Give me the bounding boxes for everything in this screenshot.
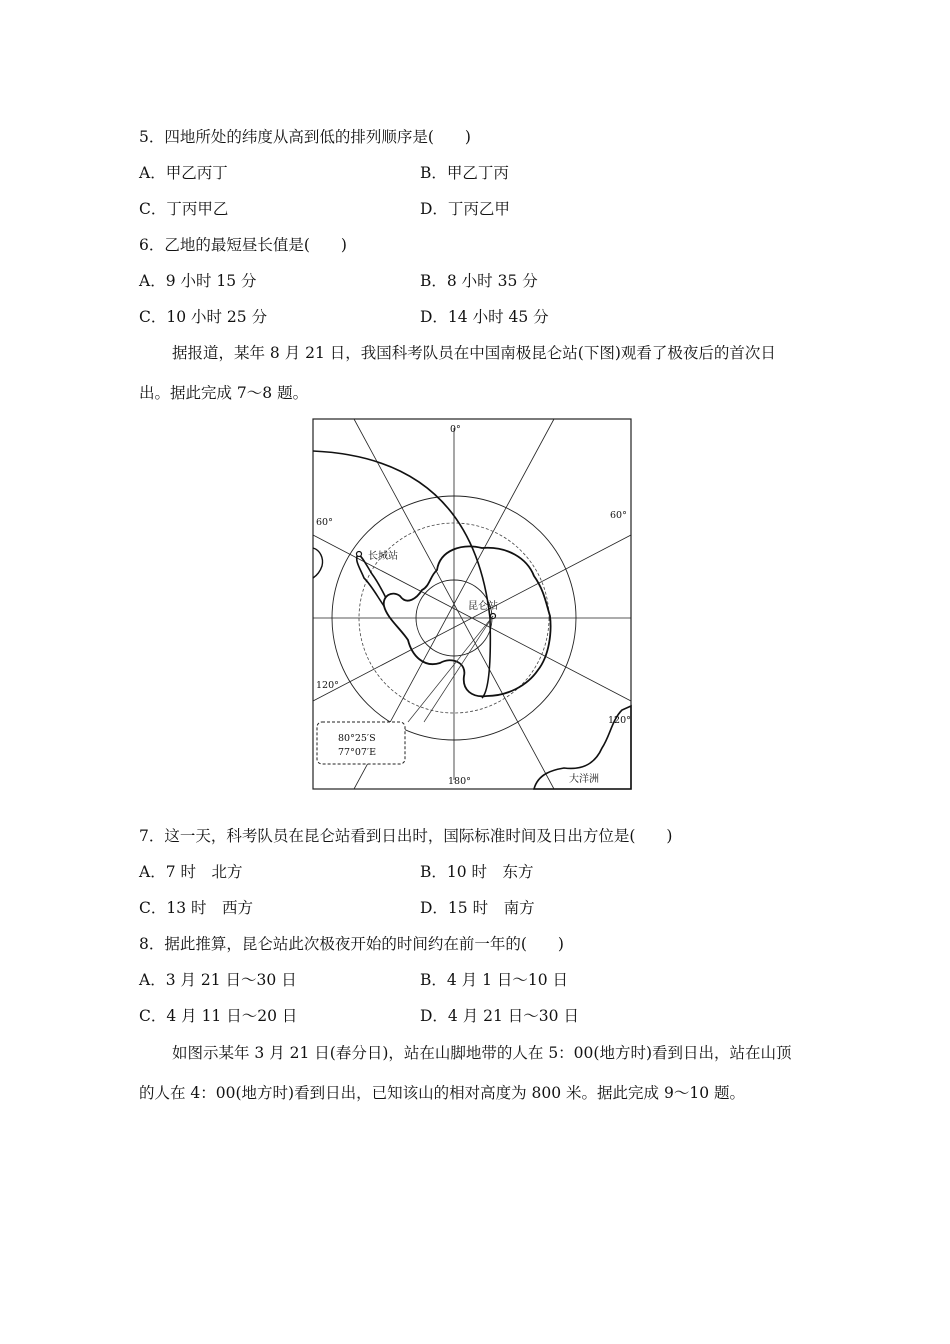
q7-option-c: C．13 时 西方 (139, 899, 254, 917)
intro-9-10-line1: 如图示某年 3 月 21 日(春分日)，站在山脚地带的人在 5：00(地方时)看到日出，站在山顶 (172, 1044, 792, 1062)
q5-option-a: A．甲乙丙丁 (139, 164, 228, 182)
label-120-right: 120° (608, 715, 631, 726)
label-180-deg: 180° (448, 776, 471, 787)
q5-option-d: D．丁丙乙甲 (420, 200, 510, 218)
label-kunlun-station: 昆仑站 (468, 601, 498, 612)
q6-option-b: B．8 小时 35 分 (420, 272, 538, 290)
q8-stem: 8．据此推算，昆仑站此次极夜开始的时间约在前一年的( ) (139, 935, 564, 953)
q8-option-c: C．4 月 11 日～20 日 (139, 1007, 298, 1025)
q7-option-a: A．7 时 北方 (139, 863, 243, 881)
label-120-left: 120° (316, 680, 339, 691)
changcheng-station-marker (357, 552, 362, 557)
intro-7-8-line1: 据报道，某年 8 月 21 日，我国科考队员在中国南极昆仑站(下图)观看了极夜后的首次日 (172, 344, 776, 362)
label-oceania: 大洋洲 (569, 774, 599, 785)
q8-option-d: D．4 月 21 日～30 日 (420, 1007, 579, 1025)
q8-option-a: A．3 月 21 日～30 日 (139, 971, 297, 989)
q5-option-c: C．丁丙甲乙 (139, 200, 229, 218)
antarctica-map-figure (312, 418, 632, 790)
q8-option-b: B．4 月 1 日～10 日 (420, 971, 569, 989)
coord-longitude: 77°07′E (338, 747, 377, 758)
q6-stem: 6．乙地的最短昼长值是( ) (139, 236, 347, 254)
q7-stem: 7．这一天，科考队员在昆仑站看到日出时，国际标准时间及日出方位是( ) (139, 827, 673, 845)
q6-option-a: A．9 小时 15 分 (139, 272, 257, 290)
q7-option-b: B．10 时 东方 (420, 863, 534, 881)
label-60-left: 60° (316, 517, 333, 528)
q5-stem: 5．四地所处的纬度从高到低的排列顺序是( ) (139, 128, 471, 146)
intro-7-8-line2: 出。据此完成 7～8 题。 (139, 384, 309, 402)
coord-latitude: 80°25′S (338, 733, 376, 744)
intro-9-10-line2: 的人在 4：00(地方时)看到日出，已知该山的相对高度为 800 米。据此完成 9～10 题。 (139, 1084, 745, 1102)
q7-option-d: D．15 时 南方 (420, 899, 535, 917)
label-60-right: 60° (610, 510, 627, 521)
q5-option-b: B．甲乙丁丙 (420, 164, 509, 182)
q6-option-d: D．14 小时 45 分 (420, 308, 549, 326)
label-0-deg: 0° (450, 424, 461, 435)
label-changcheng-station: 长城站 (368, 551, 398, 562)
q6-option-c: C．10 小时 25 分 (139, 308, 268, 326)
